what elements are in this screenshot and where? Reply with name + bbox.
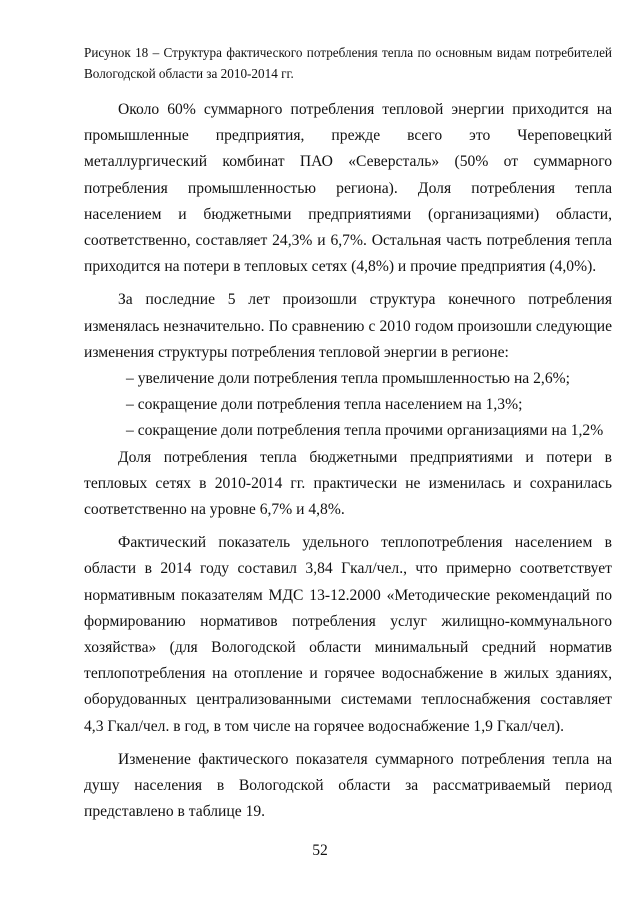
figure-caption: Рисунок 18 – Структура фактического потребления тепла по основным видам потребителей Вологодской области за 2010-2014 гг. [84, 45, 612, 81]
paragraph-budget-and-losses: Доля потребления тепла бюджетными предприятиями и потери в тепловых сетях в 2010-2014 гг. практически не изменилась и сохранилась соответственно на уровне 6,7% и 4,8%. [84, 448, 612, 519]
paragraph-specific-consumption: Фактический показатель удельного теплопотребления населением в области в 2014 году составил 3,84 Гкал/чел., что примерно соответствует нормативным показателям МДС 13-12.2000 «Методические рекомендаций по формированию нормативов потребления услуг жилищно-коммунального хозяйства» (для Вологодской области минимальный средний норматив теплопотребления на отопление и горячее водоснабжение в жилых зданиях, оборудованных централизованными системами теплоснабжения составляет 4,3 Гкал/чел. в год, в том числе на горячее водоснабжение 1,9 Гкал/чел). [84, 534, 612, 735]
paragraph-table-reference: Изменение фактического показателя суммарного потребления тепла на душу населения в Вологодской области за рассматриваемый период представлено в таблице 19. [84, 750, 612, 821]
paragraph-heat-consumption-structure: Около 60% суммарного потребления тепловой энергии приходится на промышленные предприятия, прежде всего это Череповецкий металлургический комбинат ПАО «Северсталь» (50% от суммарного потребления промышленностью региона). Доля потребления тепла населением и бюджетными предприятиями (организациями) области, соответственно, составляет 24,3% и 6,7%. Остальная часть потребления тепла приходится на потери в тепловых сетях (4,8%) и прочие предприятия (4,0%). [84, 101, 612, 276]
changes-list [84, 366, 612, 445]
list-item: – сокращение доли потребления тепла прочими организациями на 1,2% [126, 422, 604, 440]
body-text [84, 97, 612, 825]
list-item: – сокращение доли потребления тепла населением на 1,3%; [126, 396, 523, 414]
page-number: 52 [312, 842, 328, 859]
list-item: – увеличение доли потребления тепла промышленностью на 2,6%; [126, 370, 570, 388]
paragraph-structure-changes: За последние 5 лет произошли структура конечного потребления изменялась незначительно. По сравнению с 2010 годом произошли следующие изменения структуры потребления тепловой энергии в регионе: [84, 291, 612, 361]
